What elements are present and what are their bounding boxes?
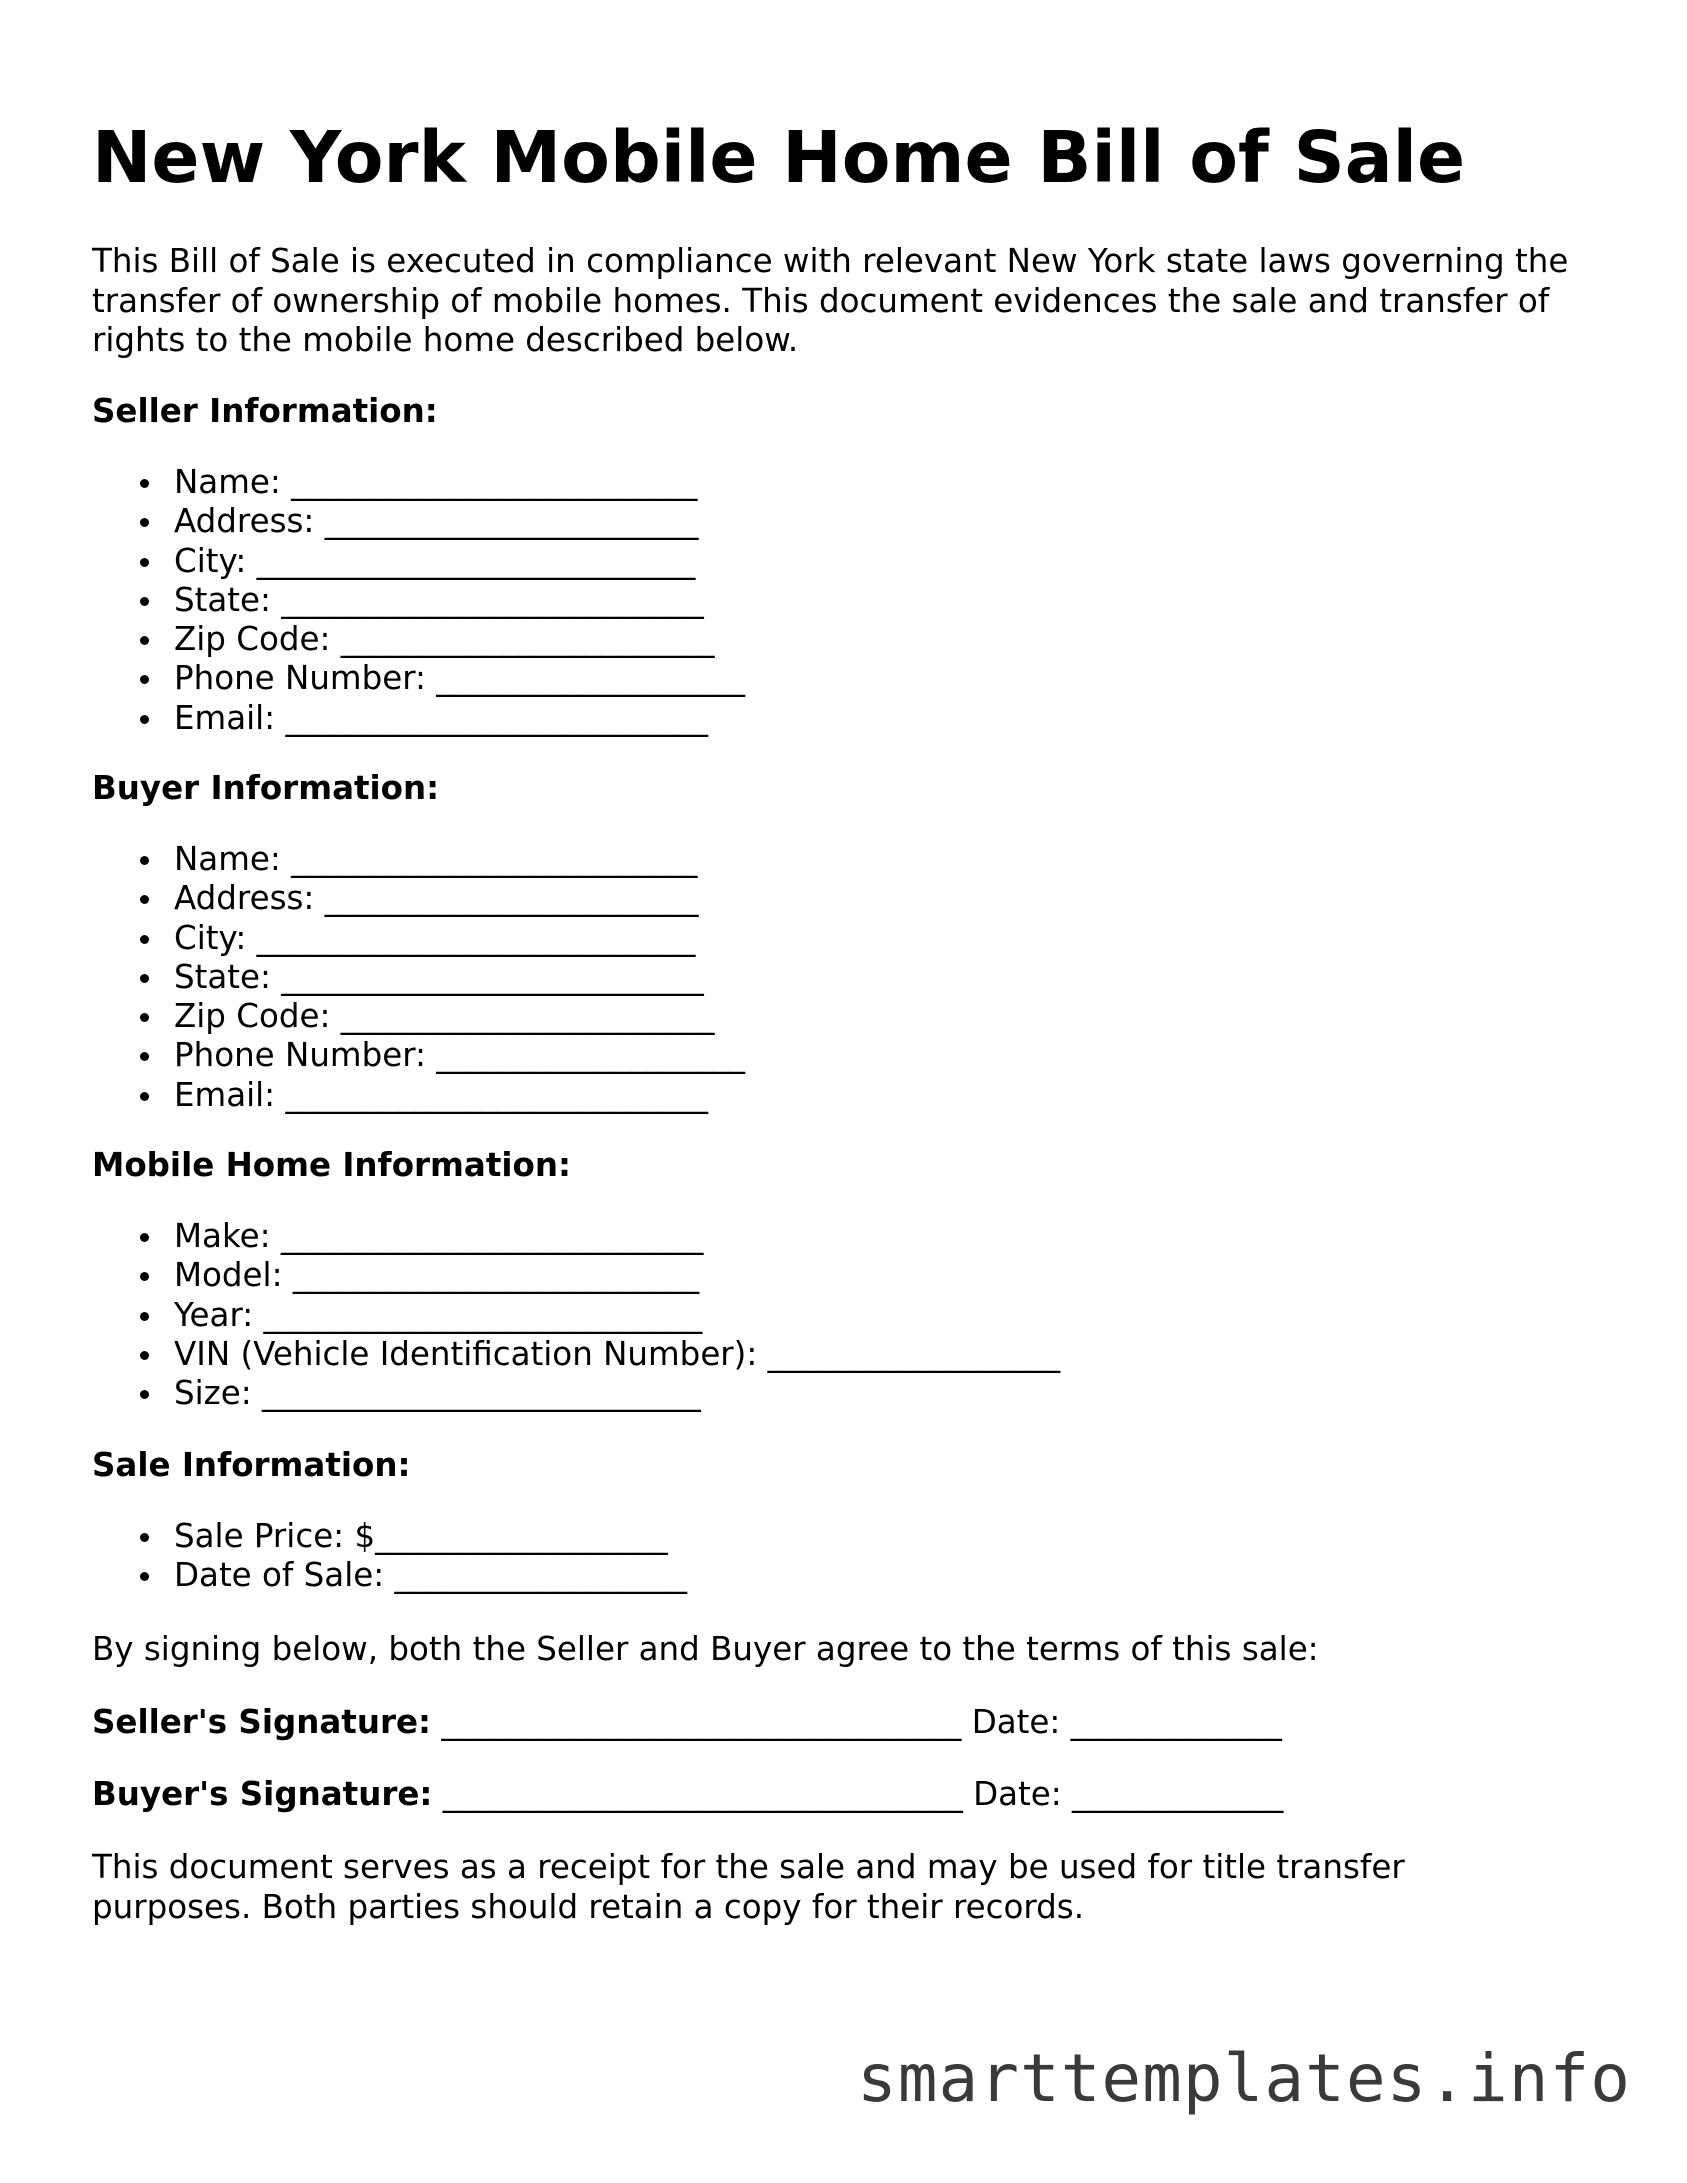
seller-zip-field[interactable]: Zip Code: _______________________	[92, 620, 745, 659]
buyer-state-field[interactable]: State: __________________________	[92, 958, 745, 997]
seller-section-heading: Seller Information:	[92, 392, 438, 430]
buyer-address-field[interactable]: Address: _______________________	[92, 879, 745, 918]
buyer-section-heading: Buyer Information:	[92, 769, 440, 807]
seller-field-list	[92, 463, 745, 738]
model-field[interactable]: Model: _________________________	[92, 1256, 1060, 1295]
intro-line: rights to the mobile home described below.	[92, 321, 799, 359]
watermark: smarttemplates.info	[857, 2040, 1631, 2117]
seller-signature-label: Seller's Signature:	[92, 1703, 432, 1741]
buyer-signature-label: Buyer's Signature:	[92, 1775, 433, 1813]
seller-phone-field[interactable]: Phone Number: ___________________	[92, 659, 745, 698]
buyer-signature-line[interactable]	[92, 1774, 1283, 1814]
intro-line: transfer of ownership of mobile homes. This document evidences the sale and transfer of	[92, 281, 1550, 320]
buyer-zip-field[interactable]: Zip Code: _______________________	[92, 997, 745, 1036]
seller-signature-line[interactable]	[92, 1702, 1282, 1742]
vin-field[interactable]: VIN (Vehicle Identification Number): __________________	[92, 1335, 1060, 1374]
make-field[interactable]: Make: __________________________	[92, 1217, 1060, 1256]
mobile-home-field-list	[92, 1217, 1060, 1413]
seller-email-field[interactable]: Email: __________________________	[92, 699, 745, 738]
sale-field-list	[92, 1517, 687, 1596]
closing-line: This document serves as a receipt for the sale and may be used for title transfer	[92, 1848, 1405, 1886]
seller-address-field[interactable]: Address: _______________________	[92, 502, 745, 541]
buyer-phone-field[interactable]: Phone Number: ___________________	[92, 1036, 745, 1075]
agreement-statement: By signing below, both the Seller and Buyer agree to the terms of this sale:	[92, 1630, 1319, 1668]
buyer-city-field[interactable]: City: ___________________________	[92, 919, 745, 958]
intro-line: This Bill of Sale is executed in compliance with relevant New York state laws governing the	[92, 242, 1569, 280]
year-field[interactable]: Year: ___________________________	[92, 1296, 1060, 1335]
mobile-home-section-heading: Mobile Home Information:	[92, 1146, 571, 1184]
date-of-sale-field[interactable]: Date of Sale: __________________	[92, 1556, 687, 1595]
seller-name-field[interactable]: Name: _________________________	[92, 463, 745, 502]
buyer-name-field[interactable]: Name: _________________________	[92, 840, 745, 879]
closing-line: purposes. Both parties should retain a copy for their records.	[92, 1887, 1085, 1926]
size-field[interactable]: Size: ___________________________	[92, 1374, 1060, 1413]
buyer-email-field[interactable]: Email: __________________________	[92, 1076, 745, 1115]
seller-state-field[interactable]: State: __________________________	[92, 581, 745, 620]
seller-city-field[interactable]: City: ___________________________	[92, 542, 745, 581]
document-title: New York Mobile Home Bill of Sale	[92, 116, 1466, 199]
buyer-signature-blank[interactable]: ________________________________ Date: _____________	[432, 1775, 1284, 1813]
closing-paragraph	[92, 1848, 1405, 1927]
sale-price-field[interactable]: Sale Price: $__________________	[92, 1517, 687, 1556]
buyer-field-list	[92, 840, 745, 1115]
intro-paragraph	[92, 242, 1568, 361]
sale-section-heading: Sale Information:	[92, 1446, 411, 1484]
seller-signature-blank[interactable]: ________________________________ Date: _____________	[431, 1703, 1282, 1741]
